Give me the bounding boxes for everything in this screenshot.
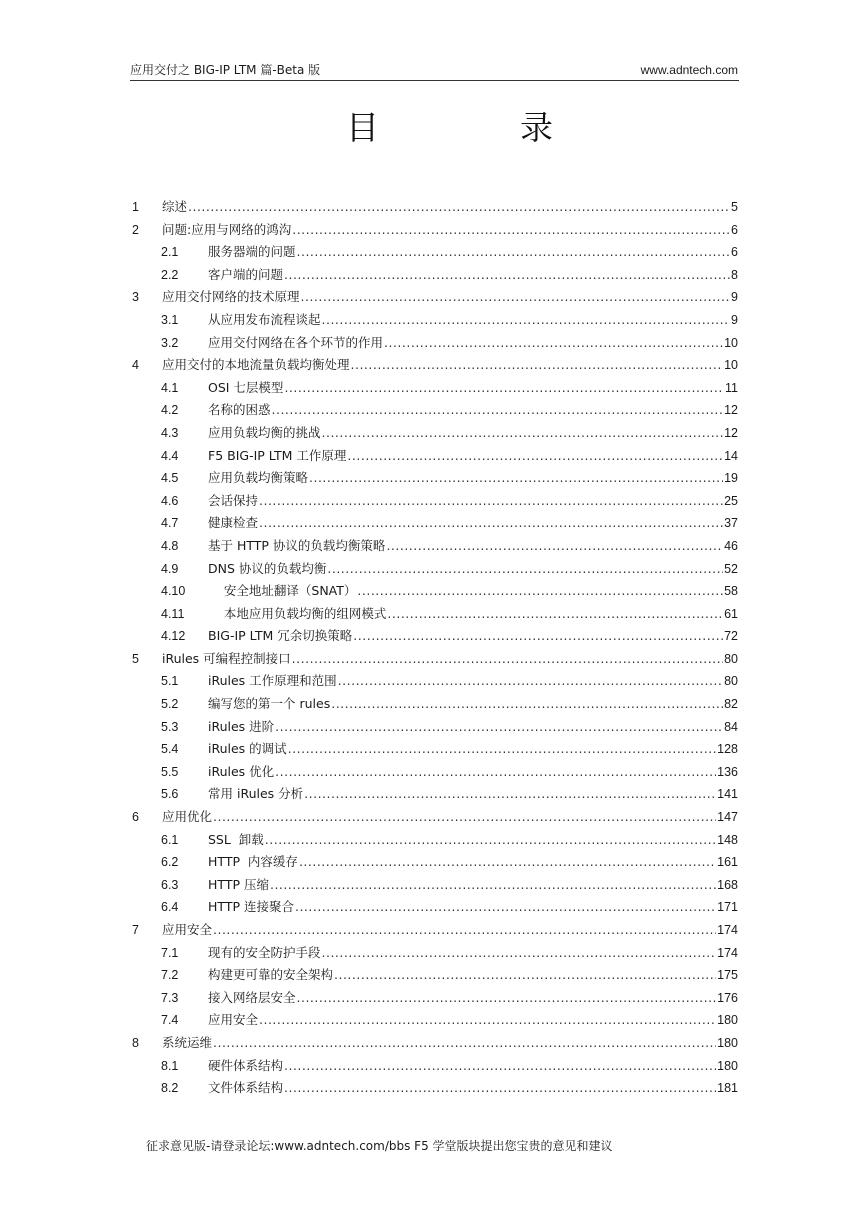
toc-entry[interactable]: [130, 535, 738, 558]
toc-entry-number: 2.1: [161, 245, 179, 260]
toc-entry-line: [208, 829, 738, 852]
toc-entry-line: [208, 332, 738, 355]
toc-page-number: 46: [724, 538, 738, 553]
toc-dot-leader: [275, 761, 716, 784]
toc-entry-line: [208, 1055, 738, 1078]
toc-page-number: 80: [724, 674, 738, 689]
toc-entry-number: 3.1: [161, 312, 179, 327]
toc-entry-title: 应用交付的本地流量负载均衡处理: [162, 357, 350, 373]
toc-entry-number: 4: [132, 358, 139, 373]
toc-entry-number: 6.4: [161, 900, 179, 915]
toc-page-number: 6: [731, 245, 738, 260]
toc-entry-title: HTTP 压缩: [208, 876, 269, 892]
toc-entry-number: 4.11: [161, 606, 185, 621]
toc-dot-leader: [334, 964, 716, 987]
toc-entry[interactable]: [130, 783, 738, 806]
toc-dot-leader: [322, 942, 717, 965]
toc-entry[interactable]: [130, 1077, 738, 1100]
toc-entry[interactable]: [130, 670, 738, 693]
toc-page-number: 9: [731, 312, 738, 327]
toc-entry-title: 会话保持: [208, 492, 259, 508]
toc-page-number: 14: [724, 448, 738, 463]
toc-dot-leader: [351, 354, 724, 377]
toc-dot-leader: [284, 264, 730, 287]
page-footer: 征求意见版-请登录论坛:www.adntech.com/bbs F5 学堂版块提出您宝贵的意见和建议: [146, 1139, 613, 1153]
toc-entry-line: [162, 806, 738, 829]
toc-entry-line: [208, 377, 738, 400]
toc-entry-title: 系统运维: [162, 1034, 213, 1050]
toc-dot-leader: [213, 806, 716, 829]
toc-entry-line: [208, 445, 738, 468]
toc-entry-number: 6.2: [161, 855, 179, 870]
toc-entry-number: 4.1: [161, 380, 179, 395]
toc-page-number: 141: [717, 787, 738, 802]
toc-entry-line: [208, 490, 738, 513]
toc-entry-line: [208, 264, 738, 287]
toc-page-number: 148: [717, 832, 738, 847]
header-document-title: 应用交付之 BIG-IP LTM 篇-Beta 版: [130, 63, 321, 77]
toc-entry[interactable]: [130, 580, 738, 603]
toc-page-number: 176: [717, 990, 738, 1005]
toc-entry-number: 7.2: [161, 968, 179, 983]
toc-entry-number: 7.3: [161, 990, 179, 1005]
toc-dot-leader: [309, 467, 723, 490]
toc-page-number: 72: [724, 629, 738, 644]
toc-dot-leader: [386, 535, 723, 558]
toc-entry-line: [162, 1032, 738, 1055]
toc-dot-leader: [357, 580, 723, 603]
toc-page-number: 10: [724, 335, 738, 350]
toc-entry[interactable]: [130, 354, 738, 377]
toc-entry-title: 应用安全: [162, 922, 213, 937]
toc-entry-title: 接入网络层安全: [208, 989, 296, 1005]
toc-entry-title: 应用交付网络的技术原理: [162, 289, 300, 305]
toc-entry[interactable]: [130, 806, 738, 829]
toc-page-number: 161: [717, 855, 738, 870]
toc-entry[interactable]: [130, 1009, 738, 1032]
toc-entry-line: [208, 625, 738, 648]
toc-entry[interactable]: [130, 964, 738, 987]
toc-entry-title: HTTP 内容缓存: [208, 854, 298, 870]
toc-page-number: 168: [717, 877, 738, 892]
toc-entry-line: [208, 1009, 738, 1032]
toc-entry-number: 5.2: [161, 697, 179, 712]
toc-entry-title: 应用负载均衡策略: [208, 470, 309, 486]
toc-entry-title: 文件体系结构: [208, 1080, 284, 1096]
toc-entry[interactable]: [130, 399, 738, 422]
toc-entry-line: [162, 648, 738, 671]
toc-entry[interactable]: [130, 829, 738, 852]
toc-dot-leader: [384, 332, 723, 355]
toc-dot-leader: [284, 1055, 716, 1078]
toc-entry-title: 客户端的问题: [208, 266, 284, 282]
toc-dot-leader: [297, 987, 717, 1010]
toc-entry[interactable]: [130, 196, 738, 219]
toc-page-number: 82: [724, 697, 738, 712]
page-header: [130, 62, 738, 80]
toc-page-number: 128: [717, 742, 738, 757]
toc-entry-line: [162, 286, 738, 309]
toc-entry-number: 6.3: [161, 877, 179, 892]
toc-entry-line: [208, 851, 738, 874]
toc-entry-title: iRules 优化: [208, 763, 275, 779]
toc-entry[interactable]: [130, 874, 738, 897]
toc-entry-title: DNS 协议的负载均衡: [208, 560, 327, 576]
toc-entry-line: [208, 558, 738, 581]
toc-entry-line: [208, 422, 738, 445]
toc-dot-leader: [299, 851, 716, 874]
toc-dot-leader: [353, 625, 723, 648]
toc-entry[interactable]: [130, 761, 738, 784]
header-divider: [130, 80, 739, 81]
toc-dot-leader: [284, 377, 724, 400]
toc-page-number: 19: [724, 471, 738, 486]
toc-entry-line: [208, 535, 738, 558]
toc-entry-title: iRules 进阶: [208, 718, 275, 734]
toc-entry-number: 2: [132, 222, 139, 237]
toc-entry-number: 4.6: [161, 493, 179, 508]
toc-entry-line: [208, 783, 738, 806]
toc-entry-number: 6.1: [161, 832, 179, 847]
toc-entry-title: 构建更可靠的安全架构: [208, 967, 334, 983]
toc-entry[interactable]: [130, 716, 738, 739]
toc-entry-line: [208, 716, 738, 739]
toc-entry-number: 5.5: [161, 764, 179, 779]
toc-entry[interactable]: [130, 693, 738, 716]
toc-entry-number: 5.6: [161, 787, 179, 802]
title-char-1: 目: [346, 108, 379, 147]
toc-entry-title: 现有的安全防护手段: [208, 944, 321, 960]
toc-dot-leader: [301, 286, 731, 309]
toc-entry-title: 健康检查: [208, 515, 259, 531]
toc-dot-leader: [265, 829, 716, 852]
toc-entry-title: 从应用发布流程谈起: [208, 311, 321, 327]
toc-entry-line: [208, 241, 738, 264]
toc-entry-number: 3.2: [161, 335, 179, 350]
page-title: [0, 106, 868, 150]
toc-dot-leader: [292, 219, 730, 242]
header-website: www.adntech.com: [640, 63, 738, 77]
toc-entry-number: 7.1: [161, 945, 179, 960]
toc-dot-leader: [259, 512, 723, 535]
toc-entry[interactable]: [130, 987, 738, 1010]
toc-entry-line: [208, 580, 738, 603]
toc-entry[interactable]: [130, 377, 738, 400]
toc-entry-line: [208, 693, 738, 716]
toc-entry-title: 服务器端的问题: [208, 244, 296, 260]
toc-entry-title: 编写您的第一个 rules: [208, 696, 331, 712]
toc-page-number: 84: [724, 719, 738, 734]
toc-entry[interactable]: [130, 558, 738, 581]
toc-entry-number: 4.10: [161, 584, 186, 599]
toc-dot-leader: [295, 896, 716, 919]
toc-dot-leader: [213, 919, 716, 942]
toc-entry-number: 8.2: [161, 1081, 179, 1096]
toc-entry-number: 8.1: [161, 1058, 179, 1073]
toc-entry-title: 问题:应用与网络的鸿沟: [162, 221, 292, 237]
toc-entry-number: 5.3: [161, 719, 179, 734]
toc-entry-line: [208, 942, 738, 965]
toc-dot-leader: [304, 783, 716, 806]
toc-entry[interactable]: [130, 241, 738, 264]
toc-entry-line: [162, 196, 738, 219]
toc-entry-number: 1: [132, 200, 139, 214]
toc-page-number: 9: [731, 290, 738, 305]
toc-entry[interactable]: [130, 512, 738, 535]
toc-entry[interactable]: [130, 332, 738, 355]
toc-entry[interactable]: [130, 851, 738, 874]
toc-page-number: 6: [731, 222, 738, 237]
toc-page-number: 58: [724, 584, 738, 599]
toc-dot-leader: [331, 693, 723, 716]
toc-entry-title: HTTP 连接聚合: [208, 899, 294, 915]
toc-entry[interactable]: [130, 919, 738, 942]
title-char-2: 录: [520, 108, 553, 147]
toc-entry-line: [208, 670, 738, 693]
toc-entry[interactable]: [130, 738, 738, 761]
toc-entry-line: [162, 354, 738, 377]
toc-dot-leader: [387, 603, 723, 626]
toc-entry-title: 应用优化: [162, 809, 213, 825]
toc-entry-title: 综述: [162, 199, 188, 214]
toc-entry-line: [208, 761, 738, 784]
toc-entry-number: 4.9: [161, 561, 179, 576]
toc-entry-line: [208, 603, 738, 626]
toc-entry[interactable]: [130, 309, 738, 332]
toc-page-number: 25: [724, 493, 738, 508]
toc-page-number: 11: [725, 380, 738, 395]
toc-dot-leader: [284, 1077, 716, 1100]
toc-entry-title: 基于 HTTP 协议的负载均衡策略: [208, 537, 386, 553]
toc-entry-number: 7.4: [161, 1013, 179, 1028]
toc-entry[interactable]: [130, 1032, 738, 1055]
toc-entry-line: [208, 874, 738, 897]
toc-page-number: 174: [717, 945, 738, 960]
toc-entry[interactable]: [130, 445, 738, 468]
toc-entry-number: 4.8: [161, 538, 179, 553]
toc-dot-leader: [297, 241, 731, 264]
toc-entry-line: [162, 219, 738, 242]
toc-entry-title: OSI 七层模型: [208, 379, 284, 395]
toc-entry-title: 应用负载均衡的挑战: [208, 424, 321, 440]
toc-entry-number: 3: [132, 290, 139, 305]
toc-entry[interactable]: [130, 603, 738, 626]
toc-page-number: 175: [717, 968, 738, 983]
toc-entry-line: [208, 512, 738, 535]
toc-page-number: 61: [724, 606, 738, 621]
toc-entry-number: 4.4: [161, 448, 179, 463]
toc-entry-line: [208, 987, 738, 1010]
toc-entry-number: 4.3: [161, 425, 179, 440]
toc-page-number: 52: [724, 561, 738, 576]
toc-entry[interactable]: [130, 648, 738, 671]
toc-dot-leader: [292, 648, 723, 671]
toc-entry-number: 4.12: [161, 629, 186, 644]
toc-entry-title: 常用 iRules 分析: [208, 786, 304, 802]
toc-dot-leader: [259, 490, 723, 513]
toc-entry-line: [208, 738, 738, 761]
toc-entry-title: 安全地址翻译（SNAT）: [208, 583, 357, 599]
toc-entry-title: iRules 工作原理和范围: [208, 673, 337, 689]
toc-page-number: 80: [724, 651, 738, 666]
toc-dot-leader: [275, 716, 723, 739]
toc-entry-number: 4.5: [161, 471, 179, 486]
toc-entry[interactable]: [130, 1055, 738, 1078]
toc-entry-title: 名称的困惑: [208, 402, 271, 418]
toc-entry-line: [208, 896, 738, 919]
toc-entry[interactable]: [130, 219, 738, 242]
toc-entry-title: iRules 的调试: [208, 741, 287, 757]
toc-entry-number: 8: [132, 1035, 139, 1050]
toc-entry[interactable]: [130, 490, 738, 513]
toc-page-number: 12: [724, 403, 738, 418]
toc-page-number: 5: [731, 200, 738, 214]
toc-entry-title: F5 BIG-IP LTM 工作原理: [208, 447, 347, 463]
toc-dot-leader: [188, 196, 730, 219]
toc-entry-number: 4.7: [161, 516, 179, 531]
toc-entry-title: iRules 可编程控制接口: [162, 650, 291, 666]
toc-page-number: 180: [717, 1013, 738, 1028]
toc-page-number: 181: [717, 1081, 738, 1096]
toc-dot-leader: [347, 445, 723, 468]
toc-entry-number: 5.1: [161, 674, 179, 689]
toc-page-number: 136: [717, 764, 738, 779]
toc-dot-leader: [322, 309, 731, 332]
toc-entry-title: 应用安全: [208, 1012, 259, 1028]
table-of-contents: [130, 196, 738, 1100]
toc-entry-number: 5.4: [161, 742, 179, 757]
toc-page-number: 37: [724, 516, 738, 531]
toc-page-number: 10: [724, 358, 738, 373]
toc-entry-title: BIG-IP LTM 冗余切换策略: [208, 628, 353, 644]
toc-entry-line: [208, 309, 738, 332]
toc-page-number: 8: [731, 267, 738, 282]
toc-page-number: 147: [717, 810, 738, 825]
toc-entry-number: 4.2: [161, 403, 179, 418]
toc-page-number: 180: [717, 1058, 738, 1073]
toc-dot-leader: [270, 874, 716, 897]
toc-entry-number: 7: [132, 923, 139, 937]
toc-dot-leader: [272, 399, 724, 422]
toc-entry-line: [208, 1077, 738, 1100]
toc-dot-leader: [213, 1032, 716, 1055]
toc-entry-line: [162, 919, 738, 942]
toc-entry[interactable]: [130, 467, 738, 490]
toc-entry-title: 应用交付网络在各个环节的作用: [208, 334, 384, 350]
toc-dot-leader: [327, 558, 723, 581]
toc-entry[interactable]: [130, 286, 738, 309]
toc-dot-leader: [322, 422, 724, 445]
toc-entry-title: 本地应用负载均衡的组网模式: [208, 605, 387, 621]
toc-page-number: 12: [724, 425, 738, 440]
toc-entry-number: 5: [132, 651, 139, 666]
toc-entry[interactable]: [130, 422, 738, 445]
toc-page-number: 174: [717, 923, 738, 937]
toc-entry[interactable]: [130, 896, 738, 919]
toc-entry-number: 2.2: [161, 267, 179, 282]
toc-entry[interactable]: [130, 625, 738, 648]
toc-entry-number: 6: [132, 810, 139, 825]
toc-entry[interactable]: [130, 264, 738, 287]
toc-entry-line: [208, 467, 738, 490]
toc-dot-leader: [259, 1009, 716, 1032]
toc-entry-title: 硬件体系结构: [208, 1057, 284, 1073]
toc-entry-title: SSL 卸载: [208, 831, 264, 847]
toc-entry[interactable]: [130, 942, 738, 965]
toc-page-number: 180: [717, 1035, 738, 1050]
toc-dot-leader: [288, 738, 716, 761]
toc-dot-leader: [338, 670, 723, 693]
toc-page-number: 171: [717, 900, 738, 915]
toc-entry-line: [208, 399, 738, 422]
toc-entry-line: [208, 964, 738, 987]
